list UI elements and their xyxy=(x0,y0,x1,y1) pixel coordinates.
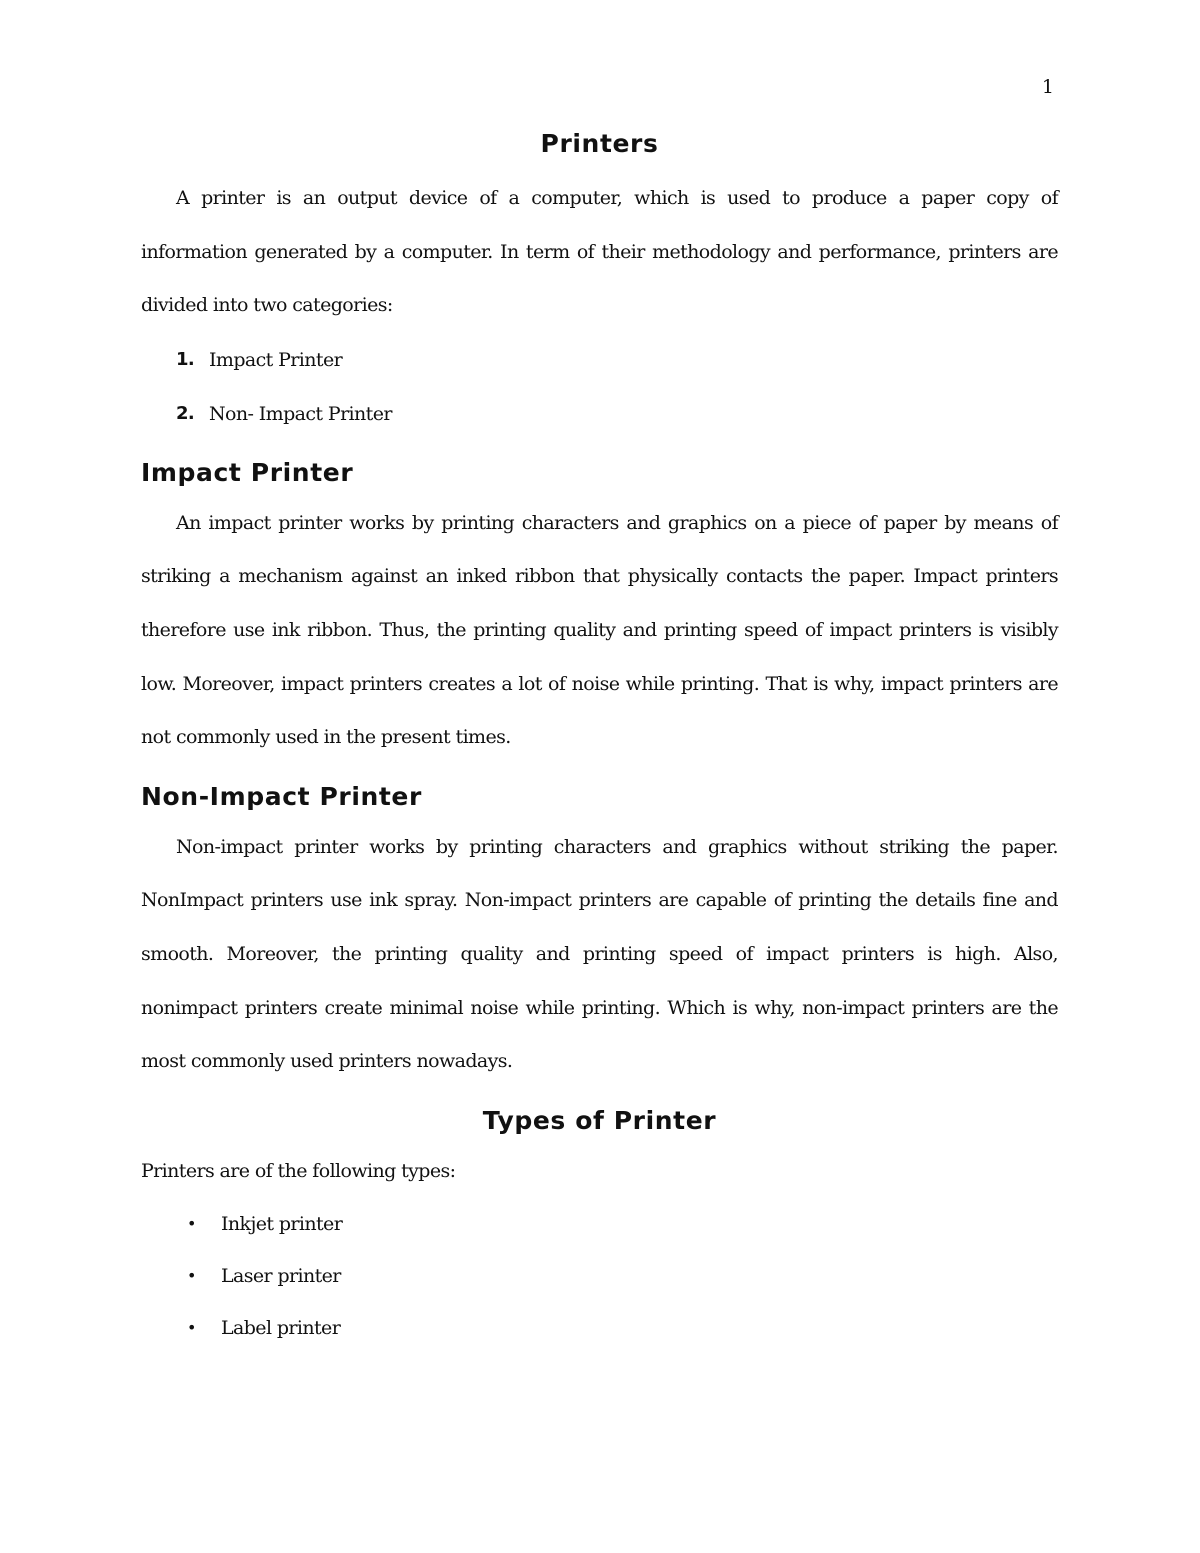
types-intro-text: Printers are of the following types: xyxy=(141,1159,456,1182)
document-title: Printers xyxy=(540,129,659,158)
list-item xyxy=(141,1250,1058,1302)
page-number: 1 xyxy=(1041,76,1054,98)
list-number: 2. xyxy=(176,402,195,424)
category-list xyxy=(141,333,1058,441)
category-label: Non- Impact Printer xyxy=(209,402,392,425)
non-impact-printer-paragraph: Non-impact printer works by printing characters and graphics without striking the paper. NonImpact printers use ink spray. Non-impact printers are capable of printing the details fine and smooth. Moreover, the printing quality and printing speed of impact printers is high. Also, nonimpact printers create minimal noise while printing. Which is why, non-impact printers are the most commonly used printers nowadays. xyxy=(141,835,1058,1073)
printer-types-list xyxy=(141,1198,1058,1354)
list-item xyxy=(141,1198,1058,1250)
printer-type-label: Laser printer xyxy=(221,1265,341,1288)
bullet-icon: • xyxy=(187,1214,196,1234)
non-impact-printer-heading: Non-Impact Printer xyxy=(141,781,422,811)
impact-printer-heading: Impact Printer xyxy=(141,457,354,487)
intro-paragraph: A printer is an output device of a computer, which is used to produce a paper copy of information generated by a computer. In term of their methodology and performance, printers are divided into two categories: xyxy=(141,187,1058,317)
bullet-icon: • xyxy=(187,1266,196,1286)
list-number: 1. xyxy=(176,348,195,370)
printer-type-label: Label printer xyxy=(221,1317,341,1340)
category-item-impact xyxy=(141,333,1058,387)
printer-type-label: Inkjet printer xyxy=(221,1213,343,1236)
document-body xyxy=(141,124,1058,1354)
list-item xyxy=(141,1302,1058,1354)
impact-printer-paragraph: An impact printer works by printing characters and graphics on a piece of paper by means of striking a mechanism against an inked ribbon that physically contacts the paper. Impact printers therefore use ink ribbon. Thus, the printing quality and printing speed of impact printers is visibly low. Moreover, impact printers creates a lot of noise while printing. That is why, impact printers are not commonly used in the present times. xyxy=(141,511,1058,749)
category-item-non-impact xyxy=(141,387,1058,441)
types-of-printer-heading: Types of Printer xyxy=(482,1105,717,1135)
bullet-icon: • xyxy=(187,1318,196,1338)
category-label: Impact Printer xyxy=(209,348,343,371)
